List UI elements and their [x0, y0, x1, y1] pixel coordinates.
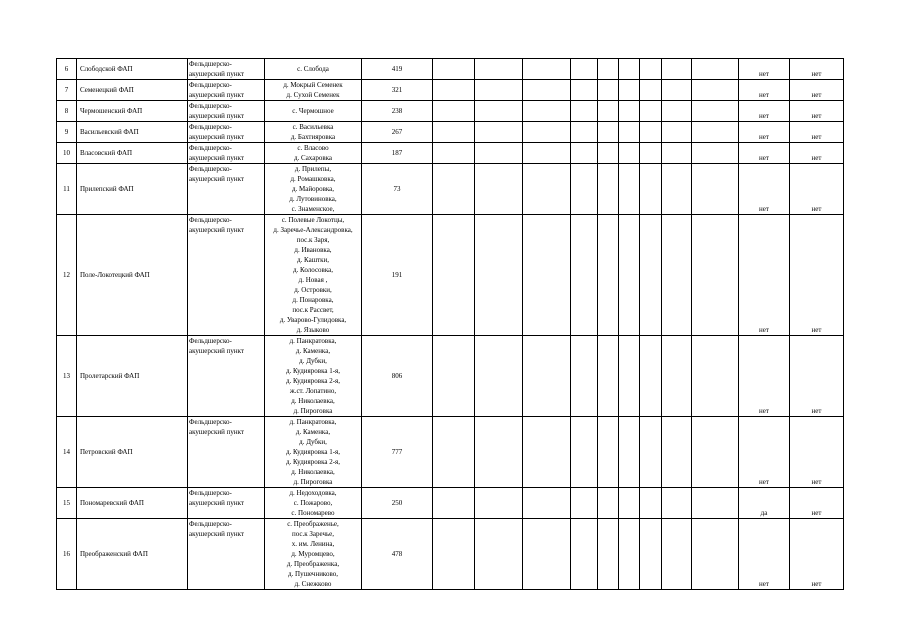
flag-1: нет — [739, 519, 790, 590]
empty-cell — [662, 101, 692, 122]
empty-cell — [571, 143, 598, 164]
settlements-line: д. Дубки, — [299, 357, 327, 365]
row-number: 6 — [57, 59, 77, 80]
table-row — [57, 122, 844, 143]
table-row — [57, 519, 844, 590]
empty-cell — [692, 143, 739, 164]
settlements-line: с. Власово — [297, 144, 329, 152]
empty-cell — [662, 519, 692, 590]
facility-type-line: Фельдшерско- — [189, 337, 232, 345]
settlements — [265, 80, 362, 101]
empty-cell — [571, 488, 598, 519]
settlements-line: д. Ивановка, — [294, 246, 332, 254]
flag-1: нет — [739, 101, 790, 122]
settlements — [265, 101, 362, 122]
settlements-line: д. Лутовиновка, — [289, 195, 337, 203]
facility-type-line: акушерский пункт — [189, 91, 245, 99]
empty-cell — [475, 164, 523, 215]
settlements-line: д. Пушечниково, — [287, 570, 338, 578]
empty-cell — [619, 59, 640, 80]
empty-cell — [692, 488, 739, 519]
flag-2: нет — [790, 164, 844, 215]
flag-1: нет — [739, 164, 790, 215]
settlements-line: д. Пироговка — [293, 478, 333, 486]
settlements-line: д. Николаевка, — [291, 397, 335, 405]
empty-cell — [571, 336, 598, 417]
population: 73 — [362, 164, 433, 215]
fap-name: Пролетарский ФАП — [77, 336, 188, 417]
empty-cell — [475, 80, 523, 101]
empty-cell — [692, 519, 739, 590]
empty-cell — [475, 215, 523, 336]
settlements-line: пос.к Заречье, — [291, 530, 335, 538]
settlements-line: д. Сухой Семенек — [286, 91, 340, 99]
flag-2: нет — [790, 122, 844, 143]
flag-1: нет — [739, 215, 790, 336]
empty-cell — [523, 519, 571, 590]
facility-type — [188, 122, 265, 143]
settlements-line: д. Каменка, — [295, 428, 331, 436]
facility-type — [188, 215, 265, 336]
settlements-line: д. Панкратовка, — [289, 418, 337, 426]
facility-type-line: акушерский пункт — [189, 428, 245, 436]
empty-cell — [475, 101, 523, 122]
facility-type — [188, 488, 265, 519]
table-row — [57, 488, 844, 519]
empty-cell — [662, 122, 692, 143]
settlements-line: с. Преображенье, — [287, 520, 339, 528]
empty-cell — [640, 122, 662, 143]
empty-cell — [523, 336, 571, 417]
empty-cell — [571, 80, 598, 101]
facility-type-line: акушерский пункт — [189, 175, 245, 183]
facility-type-line: акушерский пункт — [189, 530, 245, 538]
flag-2: нет — [790, 143, 844, 164]
settlements-line: ж.ст. Лопатино, — [289, 387, 337, 395]
settlements-line: д. Мокрый Семенек — [283, 81, 343, 89]
empty-cell — [640, 59, 662, 80]
table-row — [57, 80, 844, 101]
empty-cell — [619, 80, 640, 101]
empty-cell — [640, 519, 662, 590]
settlements — [265, 519, 362, 590]
settlements — [265, 122, 362, 143]
empty-cell — [433, 519, 475, 590]
empty-cell — [475, 143, 523, 164]
empty-cell — [523, 215, 571, 336]
empty-cell — [662, 488, 692, 519]
settlements-line: д. Сахаровка — [293, 154, 333, 162]
empty-cell — [475, 122, 523, 143]
table-row — [57, 59, 844, 80]
flag-2: нет — [790, 215, 844, 336]
settlements-line: пос.к Рассвет, — [292, 306, 334, 314]
settlements-line: д. Прилепы, — [294, 165, 332, 173]
flag-1: нет — [739, 417, 790, 488]
empty-cell — [662, 59, 692, 80]
empty-cell — [433, 215, 475, 336]
facility-type-line: акушерский пункт — [189, 499, 245, 507]
empty-cell — [571, 122, 598, 143]
settlements-line: д. Понаровка, — [292, 296, 334, 304]
settlements-line: с. Полевые Локотцы, — [281, 216, 345, 224]
empty-cell — [571, 59, 598, 80]
empty-cell — [640, 336, 662, 417]
empty-cell — [619, 417, 640, 488]
flag-2: нет — [790, 336, 844, 417]
settlements-line: д. Дубки, — [299, 438, 327, 446]
row-number: 13 — [57, 336, 77, 417]
empty-cell — [662, 417, 692, 488]
population: 478 — [362, 519, 433, 590]
facility-type-line: акушерский пункт — [189, 154, 245, 162]
facility-type-line: Фельдшерско- — [189, 102, 232, 110]
facility-type — [188, 519, 265, 590]
row-number: 14 — [57, 417, 77, 488]
empty-cell — [433, 417, 475, 488]
empty-cell — [523, 417, 571, 488]
empty-cell — [619, 143, 640, 164]
population: 250 — [362, 488, 433, 519]
flag-1: да — [739, 488, 790, 519]
empty-cell — [433, 80, 475, 101]
empty-cell — [598, 164, 619, 215]
facility-type — [188, 417, 265, 488]
facility-type-line: Фельдшерско- — [189, 216, 232, 224]
empty-cell — [433, 143, 475, 164]
flag-2: нет — [790, 417, 844, 488]
flag-2: нет — [790, 488, 844, 519]
settlements-line: с. Пономарево — [291, 509, 335, 517]
row-number: 12 — [57, 215, 77, 336]
fap-name: Семенецкий ФАП — [77, 80, 188, 101]
table-row — [57, 143, 844, 164]
settlements-line: с. Знаменское, — [291, 205, 335, 213]
fap-name: Поле-Локотецкий ФАП — [77, 215, 188, 336]
flag-1: нет — [739, 59, 790, 80]
empty-cell — [692, 101, 739, 122]
empty-cell — [640, 488, 662, 519]
settlements — [265, 143, 362, 164]
settlements-line: д. Каштки, — [296, 256, 330, 264]
settlements-line: х. им. Ленина, — [291, 540, 335, 548]
empty-cell — [433, 164, 475, 215]
settlements-line: д. Новая , — [298, 276, 328, 284]
empty-cell — [598, 519, 619, 590]
empty-cell — [523, 80, 571, 101]
facility-type-line: Фельдшерско- — [189, 520, 232, 528]
empty-cell — [619, 488, 640, 519]
facility-type-line: Фельдшерско- — [189, 144, 232, 152]
settlements-line: д. Колосовка, — [292, 266, 334, 274]
flag-2: нет — [790, 519, 844, 590]
empty-cell — [571, 417, 598, 488]
population: 806 — [362, 336, 433, 417]
empty-cell — [619, 122, 640, 143]
empty-cell — [571, 164, 598, 215]
settlements-line: д. Майоровка, — [291, 185, 335, 193]
settlements-line: д. Заречье-Александровка, — [273, 226, 353, 234]
empty-cell — [571, 101, 598, 122]
facility-type-line: Фельдшерско- — [189, 418, 232, 426]
population: 777 — [362, 417, 433, 488]
empty-cell — [475, 519, 523, 590]
row-number: 7 — [57, 80, 77, 101]
empty-cell — [598, 122, 619, 143]
population: 187 — [362, 143, 433, 164]
settlements — [265, 164, 362, 215]
row-number: 15 — [57, 488, 77, 519]
empty-cell — [640, 417, 662, 488]
facility-type-line: Фельдшерско- — [189, 165, 232, 173]
settlements-line: д. Каменка, — [295, 347, 331, 355]
flag-2: нет — [790, 80, 844, 101]
settlements-line: с. Васильевка — [292, 123, 334, 131]
empty-cell — [640, 101, 662, 122]
flag-2: нет — [790, 59, 844, 80]
settlements-line: д. Кудияровка 1-я, — [285, 367, 341, 375]
table-row — [57, 215, 844, 336]
row-number: 8 — [57, 101, 77, 122]
facility-type — [188, 101, 265, 122]
table-row — [57, 101, 844, 122]
facility-type-line: акушерский пункт — [189, 112, 245, 120]
empty-cell — [598, 80, 619, 101]
population: 267 — [362, 122, 433, 143]
empty-cell — [662, 215, 692, 336]
empty-cell — [619, 519, 640, 590]
fap-name: Петровский ФАП — [77, 417, 188, 488]
empty-cell — [571, 215, 598, 336]
facility-type-line: Фельдшерско- — [189, 489, 232, 497]
empty-cell — [619, 215, 640, 336]
empty-cell — [598, 143, 619, 164]
empty-cell — [619, 336, 640, 417]
settlements-line: д. Уварово-Гулидовка, — [279, 316, 347, 324]
settlements-line: д. Островки, — [294, 286, 332, 294]
empty-cell — [598, 215, 619, 336]
empty-cell — [692, 417, 739, 488]
facility-type — [188, 143, 265, 164]
fap-name: Прилепский ФАП — [77, 164, 188, 215]
empty-cell — [692, 122, 739, 143]
fap-table — [56, 58, 844, 590]
facility-type-line: акушерский пункт — [189, 226, 245, 234]
settlements-line: пос.к Заря, — [296, 236, 330, 244]
facility-type-line: Фельдшерско- — [189, 60, 232, 68]
facility-type-line: акушерский пункт — [189, 70, 245, 78]
settlements-line: д. Бахтияровка — [290, 133, 336, 141]
empty-cell — [662, 336, 692, 417]
population: 419 — [362, 59, 433, 80]
settlements-line: д. Недоходовка, — [289, 489, 337, 497]
table-row — [57, 417, 844, 488]
settlements-line: с. Слобода — [297, 65, 329, 73]
empty-cell — [475, 488, 523, 519]
settlements-line: д. Кудияровка 2-я, — [285, 458, 341, 466]
empty-cell — [692, 215, 739, 336]
settlements — [265, 59, 362, 80]
empty-cell — [619, 101, 640, 122]
row-number: 9 — [57, 122, 77, 143]
population: 191 — [362, 215, 433, 336]
facility-type-line: акушерский пункт — [189, 133, 245, 141]
empty-cell — [433, 59, 475, 80]
settlements-line: д. Языково — [296, 326, 330, 334]
empty-cell — [692, 164, 739, 215]
flag-1: нет — [739, 122, 790, 143]
empty-cell — [523, 164, 571, 215]
population: 321 — [362, 80, 433, 101]
flag-2: нет — [790, 101, 844, 122]
empty-cell — [640, 215, 662, 336]
fap-name: Васильевский ФАП — [77, 122, 188, 143]
table-body — [57, 59, 844, 590]
settlements-line: д. Ромашковка, — [290, 175, 336, 183]
facility-type — [188, 59, 265, 80]
facility-type — [188, 164, 265, 215]
empty-cell — [523, 488, 571, 519]
row-number: 16 — [57, 519, 77, 590]
table-row — [57, 164, 844, 215]
empty-cell — [598, 59, 619, 80]
facility-type-line: акушерский пункт — [189, 347, 245, 355]
empty-cell — [433, 488, 475, 519]
empty-cell — [571, 519, 598, 590]
row-number: 10 — [57, 143, 77, 164]
empty-cell — [475, 336, 523, 417]
settlements — [265, 417, 362, 488]
empty-cell — [662, 164, 692, 215]
empty-cell — [523, 59, 571, 80]
facility-type — [188, 80, 265, 101]
empty-cell — [433, 122, 475, 143]
empty-cell — [692, 336, 739, 417]
empty-cell — [662, 143, 692, 164]
settlements-line: д. Пироговка — [293, 407, 333, 415]
flag-1: нет — [739, 336, 790, 417]
empty-cell — [523, 143, 571, 164]
settlements-line: д. Муромцево, — [291, 550, 335, 558]
empty-cell — [619, 164, 640, 215]
flag-1: нет — [739, 143, 790, 164]
settlements — [265, 215, 362, 336]
row-number: 11 — [57, 164, 77, 215]
empty-cell — [692, 59, 739, 80]
settlements-line: д. Панкратовка, — [289, 337, 337, 345]
settlements-line: д. Снежково — [294, 580, 332, 588]
empty-cell — [475, 417, 523, 488]
fap-name: Преображенский ФАП — [77, 519, 188, 590]
settlements — [265, 488, 362, 519]
empty-cell — [523, 101, 571, 122]
fap-name: Чермошенский ФАП — [77, 101, 188, 122]
fap-name: Слободской ФАП — [77, 59, 188, 80]
facility-type-line: Фельдшерско- — [189, 81, 232, 89]
table-row — [57, 336, 844, 417]
facility-type — [188, 336, 265, 417]
empty-cell — [433, 336, 475, 417]
empty-cell — [598, 488, 619, 519]
empty-cell — [640, 164, 662, 215]
empty-cell — [598, 101, 619, 122]
empty-cell — [640, 143, 662, 164]
population: 238 — [362, 101, 433, 122]
flag-1: нет — [739, 80, 790, 101]
empty-cell — [640, 80, 662, 101]
empty-cell — [598, 417, 619, 488]
settlements — [265, 336, 362, 417]
fap-name: Власовский ФАП — [77, 143, 188, 164]
settlements-line: д. Николаевка, — [291, 468, 335, 476]
facility-type-line: Фельдшерско- — [189, 123, 232, 131]
empty-cell — [523, 122, 571, 143]
settlements-line: д. Преображенка, — [286, 560, 340, 568]
settlements-line: с. Чермошное — [292, 107, 334, 115]
empty-cell — [662, 80, 692, 101]
settlements-line: д. Кудияровка 1-я, — [285, 448, 341, 456]
settlements-line: с. Пожарово, — [293, 499, 333, 507]
empty-cell — [475, 59, 523, 80]
empty-cell — [692, 80, 739, 101]
fap-name: Пономаревский ФАП — [77, 488, 188, 519]
empty-cell — [598, 336, 619, 417]
settlements-line: д. Кудияровка 2-я, — [285, 377, 341, 385]
empty-cell — [433, 101, 475, 122]
